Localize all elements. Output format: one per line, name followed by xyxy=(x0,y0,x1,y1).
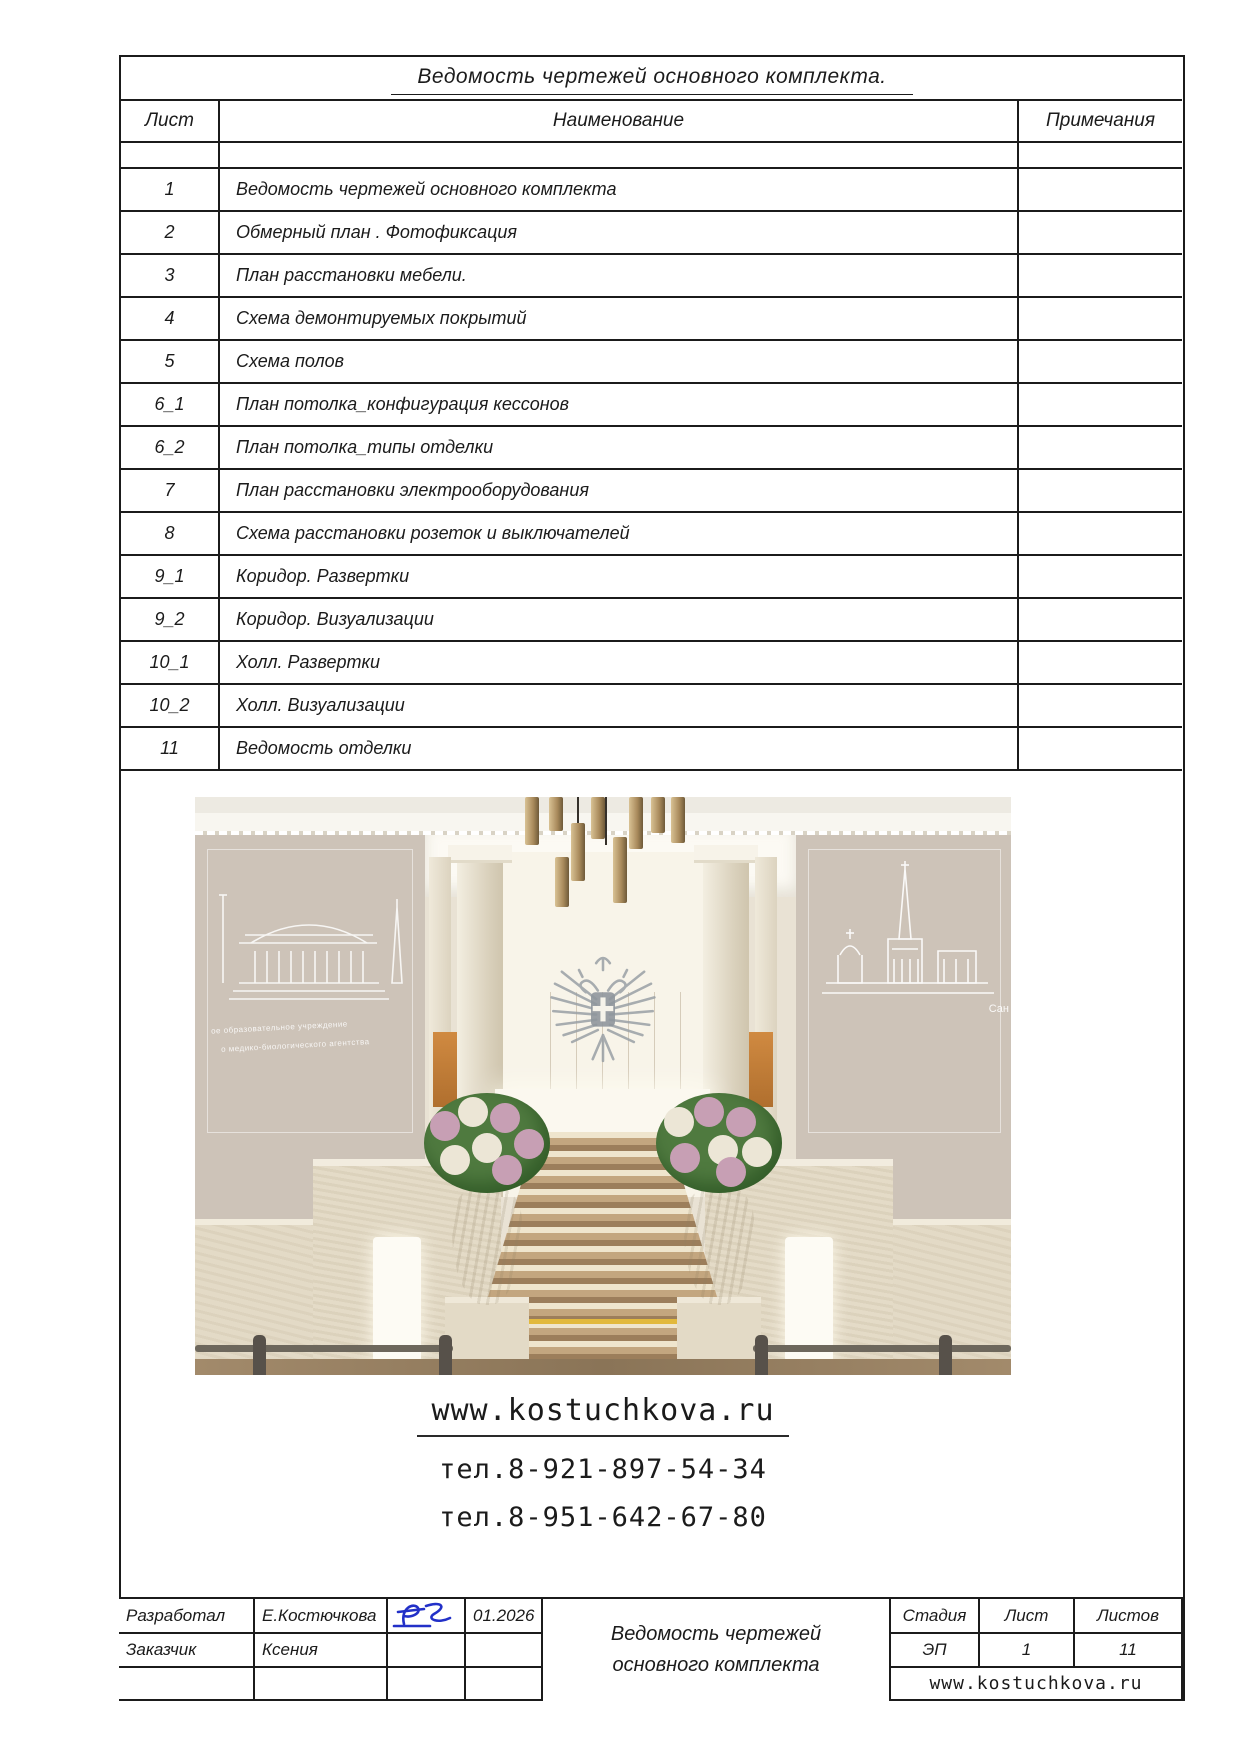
left-mural-text-2: о медико-биологического агентства xyxy=(220,1037,370,1054)
client-label: Заказчик xyxy=(119,1634,253,1666)
table-row xyxy=(121,426,1182,469)
spacer-row xyxy=(121,142,1182,168)
row-sheet: 10_2 xyxy=(121,684,219,727)
table-row xyxy=(121,469,1182,512)
row-notes xyxy=(1018,727,1182,770)
table-row xyxy=(121,598,1182,641)
col-header-sheet: Лист xyxy=(121,100,219,142)
client-name: Ксения xyxy=(255,1634,386,1666)
row-notes xyxy=(1018,254,1182,297)
col-header-notes: Примечания xyxy=(1018,100,1182,142)
row-name: Схема расстановки розеток и выключателей xyxy=(219,512,1018,555)
left-wood-door xyxy=(433,1032,457,1107)
row-sheet: 1 xyxy=(121,168,219,211)
right-mural-line-art xyxy=(810,855,1001,1005)
row-sheet: 5 xyxy=(121,340,219,383)
col-header-name: Наименование xyxy=(219,100,1018,142)
table-row xyxy=(121,254,1182,297)
title-block-right xyxy=(891,1599,1184,1701)
turnstile-post xyxy=(755,1335,768,1375)
row-sheet: 2 xyxy=(121,211,219,254)
row-name: План расстановки электрооборудования xyxy=(219,469,1018,512)
title-block xyxy=(119,1597,1184,1701)
table-row xyxy=(121,727,1182,770)
table-row xyxy=(121,168,1182,211)
table-row xyxy=(121,211,1182,254)
row-sheet: 3 xyxy=(121,254,219,297)
table-row xyxy=(121,684,1182,727)
sheets-label: Листов xyxy=(1075,1599,1181,1632)
right-column-capital xyxy=(694,845,758,863)
turnstile-post xyxy=(939,1335,952,1375)
page-title-text: Ведомость чертежей основного комплекта. xyxy=(391,65,912,95)
right-mural-text: Сан xyxy=(988,1003,1009,1015)
row-name: Коридор. Визуализации xyxy=(219,598,1018,641)
phone-1: тел.8-921-897-54-34 xyxy=(439,1454,767,1485)
table-row xyxy=(121,555,1182,598)
row-name: План расстановки мебели. xyxy=(219,254,1018,297)
stage-label: Стадия xyxy=(891,1599,978,1632)
row-notes xyxy=(1018,340,1182,383)
row-sheet: 7 xyxy=(121,469,219,512)
table-row xyxy=(121,383,1182,426)
table-row xyxy=(121,641,1182,684)
row-name: Холл. Визуализации xyxy=(219,684,1018,727)
contacts xyxy=(195,1393,1011,1533)
row-sheet: 6_2 xyxy=(121,426,219,469)
developed-by-name: Е.Костючкова xyxy=(255,1599,386,1632)
row-notes xyxy=(1018,426,1182,469)
title-block-left xyxy=(119,1599,541,1701)
row-notes xyxy=(1018,383,1182,426)
table-row xyxy=(121,297,1182,340)
row-name: Коридор. Развертки xyxy=(219,555,1018,598)
row-sheet: 6_1 xyxy=(121,383,219,426)
marble-floor xyxy=(195,1359,1011,1375)
empty-cell xyxy=(388,1668,464,1699)
row-notes xyxy=(1018,469,1182,512)
drawings-table xyxy=(121,99,1182,771)
left-turnstile-rail xyxy=(195,1345,453,1352)
row-name: Ведомость чертежей основного комплекта xyxy=(219,168,1018,211)
left-backlit-niche xyxy=(373,1237,421,1362)
row-sheet: 9_1 xyxy=(121,555,219,598)
document-title-cell xyxy=(543,1599,889,1701)
document-title-line1: Ведомость чертежей xyxy=(610,1623,822,1645)
empty-cell xyxy=(466,1668,541,1699)
row-sheet: 4 xyxy=(121,297,219,340)
chandelier xyxy=(525,797,685,917)
row-notes xyxy=(1018,555,1182,598)
table-header-row xyxy=(121,100,1182,142)
interior-rendering-image xyxy=(195,797,1011,1375)
row-name: Схема полов xyxy=(219,340,1018,383)
signature-cell xyxy=(388,1599,464,1632)
document-title-line2: основного комплекта xyxy=(612,1654,820,1676)
right-wood-door xyxy=(749,1032,773,1107)
title-block-website[interactable]: www.kostuchkova.ru xyxy=(891,1668,1181,1699)
yellow-safety-stripe xyxy=(513,1319,693,1324)
row-notes xyxy=(1018,598,1182,641)
left-mural-line-art xyxy=(209,855,413,1005)
table-row xyxy=(121,512,1182,555)
row-notes xyxy=(1018,211,1182,254)
row-notes xyxy=(1018,297,1182,340)
empty-cell xyxy=(119,1668,253,1699)
empty-cell xyxy=(255,1668,386,1699)
website-link[interactable]: www.kostuchkova.ru xyxy=(417,1393,788,1437)
row-sheet: 11 xyxy=(121,727,219,770)
row-name: Холл. Развертки xyxy=(219,641,1018,684)
row-name: Обмерный план . Фотофиксация xyxy=(219,211,1018,254)
turnstile-post xyxy=(253,1335,266,1375)
developed-by-label: Разработал xyxy=(119,1599,253,1632)
signature-scribble xyxy=(390,1600,460,1629)
row-name: Ведомость отделки xyxy=(219,727,1018,770)
left-mural-text-1: ое образовательное учреждение xyxy=(210,1019,348,1036)
page-title xyxy=(121,65,1183,95)
row-name: План потолка_конфигурация кессонов xyxy=(219,383,1018,426)
table-row xyxy=(121,340,1182,383)
row-name: Схема демонтируемых покрытий xyxy=(219,297,1018,340)
sheet-value: 1 xyxy=(980,1634,1073,1666)
turnstile-post xyxy=(439,1335,452,1375)
empty-cell xyxy=(388,1634,464,1666)
empty-cell xyxy=(466,1634,541,1666)
date-cell: 01.2026 xyxy=(466,1599,541,1632)
right-backlit-niche xyxy=(785,1237,833,1362)
right-flower-bouquet xyxy=(656,1093,782,1193)
row-notes xyxy=(1018,168,1182,211)
right-turnstile-rail xyxy=(753,1345,1011,1352)
row-name: План потолка_типы отделки xyxy=(219,426,1018,469)
left-flower-bouquet xyxy=(424,1093,550,1193)
sheet-label: Лист xyxy=(980,1599,1073,1632)
row-sheet: 8 xyxy=(121,512,219,555)
row-notes xyxy=(1018,684,1182,727)
left-column-capital xyxy=(448,845,512,863)
stage-value: ЭП xyxy=(891,1634,978,1666)
row-notes xyxy=(1018,641,1182,684)
row-sheet: 10_1 xyxy=(121,641,219,684)
sheet-frame xyxy=(119,55,1185,1701)
row-notes xyxy=(1018,512,1182,555)
phone-2: тел.8-951-642-67-80 xyxy=(439,1502,767,1533)
double-eagle-emblem xyxy=(543,937,663,1087)
row-sheet: 9_2 xyxy=(121,598,219,641)
sheets-value: 11 xyxy=(1075,1634,1181,1666)
